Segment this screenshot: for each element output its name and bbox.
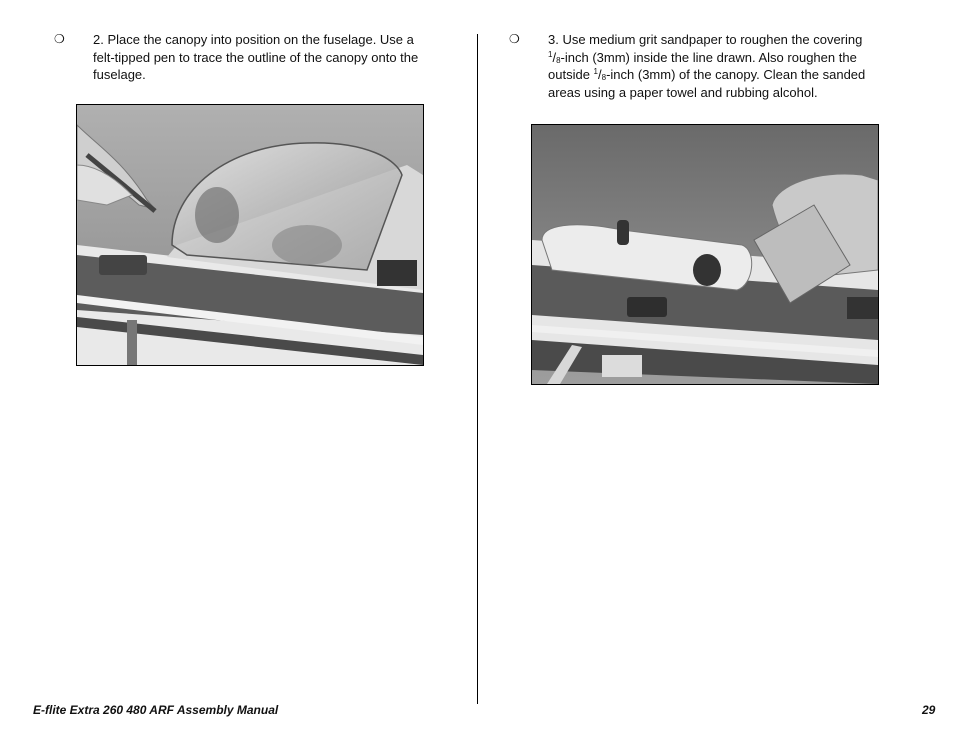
step-3-line-3: outside $^1/_8$-inch (3mm) of the canopy. Clean the sanded bbox=[548, 67, 866, 82]
step-3-text bbox=[548, 31, 893, 101]
step-3-line-1: 3. Use medium grit sandpaper to roughen the covering bbox=[548, 32, 863, 47]
step-2-text bbox=[93, 31, 438, 84]
column-divider bbox=[477, 34, 478, 704]
step-2-checkbox[interactable]: ❍ bbox=[54, 32, 65, 46]
sanding-photo bbox=[531, 124, 879, 385]
fraction-denominator: 8 bbox=[556, 55, 561, 65]
manual-title: E-flite Extra 260 480 ARF Assembly Manual bbox=[33, 703, 279, 717]
step-3-line-2: $^1/_8$-inch (3mm) inside the line drawn. Also roughen the bbox=[548, 49, 857, 65]
page-number: 29 bbox=[922, 703, 936, 717]
step-3-checkbox[interactable]: ❍ bbox=[509, 32, 520, 46]
canopy-tracing-photo bbox=[76, 104, 424, 366]
step-3-line-3-start: outside bbox=[548, 67, 594, 82]
step-3-line-2-text: -inch (3mm) inside the line drawn. Also roughen the bbox=[560, 49, 857, 65]
step-2-paragraph: 2. Place the canopy into position on the fuselage. Use a felt-tipped pen to trace the outline of the canopy onto the fuselage. bbox=[93, 32, 419, 82]
fraction-numerator: 1 bbox=[593, 67, 598, 76]
fraction-denominator: 8 bbox=[601, 73, 607, 82]
fraction-numerator: 1 bbox=[548, 49, 553, 59]
step-3-line-3-text: -inch (3mm) of the canopy. Clean the sanded bbox=[606, 67, 866, 82]
step-3-line-4: areas using a paper towel and rubbing alcohol. bbox=[548, 84, 818, 100]
